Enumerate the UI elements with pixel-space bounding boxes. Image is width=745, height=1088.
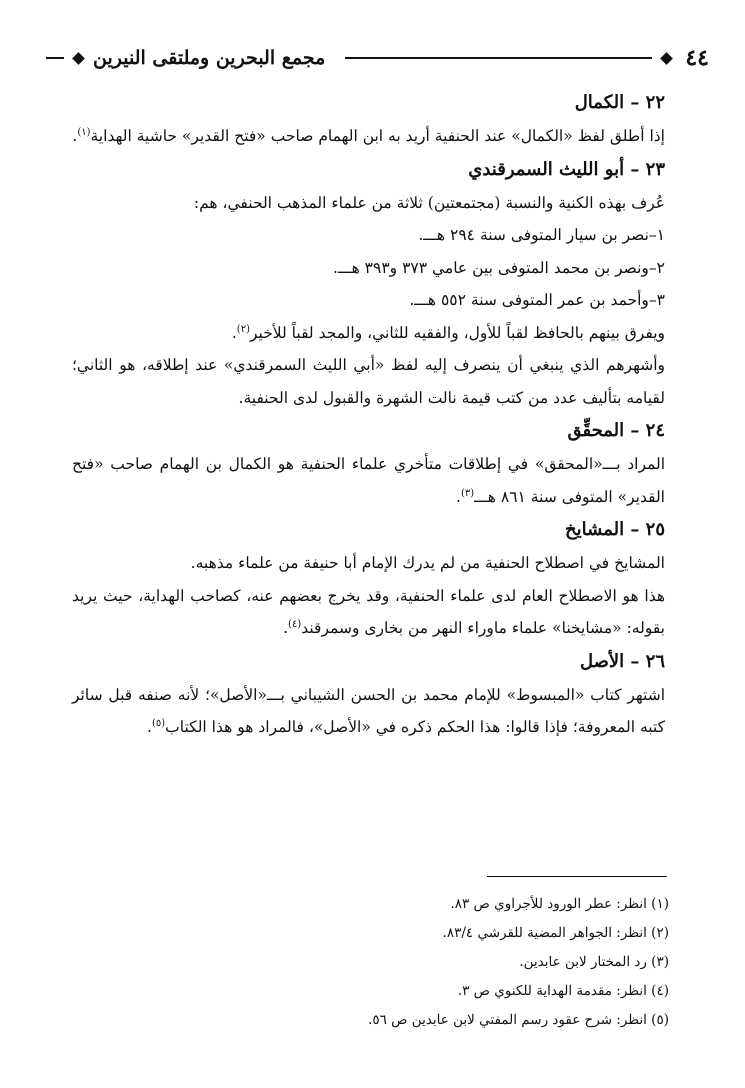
paragraph: اشتهر كتاب «المبسوط» للإمام محمد بن الحسن الشيباني بـــ«الأصل»؛ لأنه صنفه قبل سائر كتبه المعروفة؛ فإذا قالوا: هذا الحكم ذكره في «الأصل»، فالمراد هو هذا الكتاب$^{(٥)}$.	[72, 685, 665, 736]
paragraph: وأشهرهم الذي ينبغي أن ينصرف إليه لفظ «أبي الليث السمرقندي» عند إطلاقه، هو الثاني؛ لقيامه بتأليف عدد من كتب قيمة نالت الشهرة والقبول لدى الحنفية.	[72, 356, 665, 407]
footnote: (٣) رد المختار لابن عابدين.	[519, 954, 669, 970]
paragraph: عُرف بهذه الكنية والنسبة (مجتمعتين) ثلاثة من علماء المذهب الحنفي، هم:	[193, 193, 665, 212]
header-rule	[46, 57, 64, 59]
footnote-ref: (١)	[77, 126, 91, 138]
list-item: ٣–وأحمد بن عمر المتوفى سنة ٥٥٢ هـــ.	[409, 291, 665, 309]
paragraph: إذا أطلق لفظ «الكمال» عند الحنفية أريد به ابن الهمام صاحب «فتح القدير» حاشية الهداية$^{(١)}$.	[72, 126, 665, 145]
paragraph: المشايخ في اصطلاح الحنفية من لم يدرك الإمام أبا حنيفة من علماء مذهبه.	[190, 554, 665, 572]
footnote: (٥) انظر: شرح عقود رسم المفتي لابن عابدين ص ٥٦.	[368, 1012, 669, 1028]
section-heading: ٢٣ – أبو الليث السمرقندي	[468, 158, 665, 180]
footnote: (٢) انظر: الجواهر المضية للقرشي ٨٣/٤.	[442, 925, 669, 941]
footnote-ref: (٥)	[151, 717, 166, 729]
section-heading: ٢٢ – الكمال	[574, 92, 665, 113]
footnote-ref: (٢)	[236, 323, 250, 335]
list-item: ١–نصر بن سيار المتوفى سنة ٢٩٤ هـــ.	[418, 226, 665, 244]
book-title: مجمع البحرين وملتقى النيرين	[93, 47, 326, 69]
section-heading: ٢٤ – المحقِّق	[567, 420, 665, 441]
footnote-separator	[487, 876, 667, 877]
header-rule	[345, 57, 652, 59]
footnote: (١) انظر: عطر الورود للأجراوي ص ٨٣.	[450, 896, 669, 912]
page-number: ٤٤	[685, 45, 709, 71]
main-text	[72, 86, 665, 744]
diamond-ornament-icon	[660, 52, 673, 65]
section-heading: ٢٦ – الأصل	[579, 650, 665, 672]
paragraph: المراد بـــ«المحقق» في إطلاقات متأخري علماء الحنفية هو الكمال بن الهمام صاحب «فتح القدير» المتوفى سنة ٨٦١ هـــ$^{(٣)}$.	[72, 455, 665, 506]
footnotes	[100, 890, 669, 1035]
diamond-ornament-icon	[72, 52, 85, 65]
running-header	[36, 38, 709, 78]
list-item: ٢–ونصر بن محمد المتوفى بين عامي ٣٧٣ و٣٩٣ هـــ.	[333, 258, 665, 277]
paragraph: ويفرق بينهم بالحافظ لقباً للأول، والفقيه للثاني، والمجد لقباً للأخير$^{(٢)}$.	[231, 323, 665, 342]
paragraph: هذا هو الاصطلاح العام لدى علماء الحنفية، وقد يخرج بعضهم عنه، كصاحب الهداية، حيث يريد بقوله: «مشايخنا» علماء ماوراء النهر من بخارى وسمرقند$^{(٤)}$.	[72, 586, 665, 637]
section-heading: ٢٥ – المشايخ	[565, 519, 665, 540]
footnote: (٤) انظر: مقدمة الهداية للكنوي ص ٣.	[457, 983, 669, 999]
footnote-ref: (٤)	[288, 618, 302, 630]
footnote-ref: (٣)	[460, 487, 475, 499]
